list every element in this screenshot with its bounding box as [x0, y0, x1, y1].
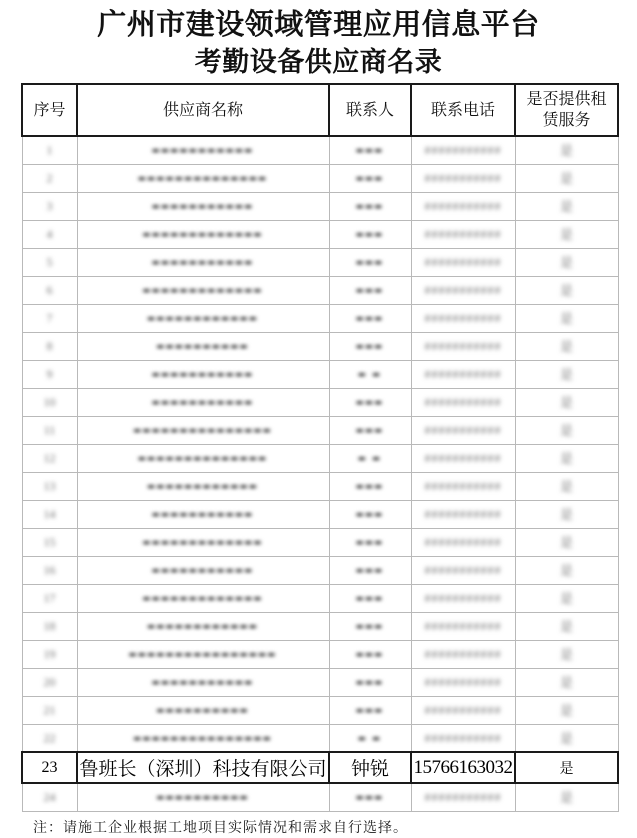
cell-serial: 13: [22, 472, 77, 500]
table-row: [22, 332, 618, 360]
cell-serial: 18: [22, 612, 77, 640]
cell-rental: 是: [515, 752, 618, 783]
table-row: [22, 136, 618, 164]
cell-phone: ###########: [411, 220, 515, 248]
table-row: [22, 416, 618, 444]
table-row: [22, 612, 618, 640]
header-supplier-name: 供应商名称: [77, 84, 329, 136]
cell-contact: ■■■: [329, 136, 411, 164]
cell-serial: 15: [22, 528, 77, 556]
cell-contact: ■■■: [329, 640, 411, 668]
cell-rental: 是: [515, 472, 618, 500]
cell-supplier: ■■■■■■■■■■■■■: [77, 528, 329, 556]
table-row: [22, 528, 618, 556]
cell-contact: ■■■: [329, 388, 411, 416]
cell-phone: ###########: [411, 192, 515, 220]
cell-supplier: ■■■■■■■■■■■: [77, 668, 329, 696]
cell-supplier: ■■■■■■■■■■■■■■■■: [77, 640, 329, 668]
cell-phone: ###########: [411, 472, 515, 500]
cell-phone: ###########: [411, 304, 515, 332]
cell-contact: ■■■: [329, 276, 411, 304]
cell-serial: 14: [22, 500, 77, 528]
cell-phone: ###########: [411, 136, 515, 164]
cell-phone: ###########: [411, 248, 515, 276]
table-row: [22, 192, 618, 220]
cell-supplier: ■■■■■■■■■■■■■: [77, 276, 329, 304]
cell-phone: ###########: [411, 528, 515, 556]
cell-phone: ###########: [411, 783, 515, 811]
cell-rental: 是: [515, 248, 618, 276]
table-row: [22, 360, 618, 388]
cell-supplier: ■■■■■■■■■■■■■: [77, 220, 329, 248]
cell-phone: ###########: [411, 640, 515, 668]
cell-phone: ###########: [411, 444, 515, 472]
header-contact: 联系人: [329, 84, 411, 136]
cell-supplier: ■■■■■■■■■■■■■■■: [77, 416, 329, 444]
cell-supplier: ■■■■■■■■■■■■■■■: [77, 724, 329, 752]
cell-serial: 8: [22, 332, 77, 360]
table-row: [22, 304, 618, 332]
cell-rental: 是: [515, 136, 618, 164]
table-row: [22, 388, 618, 416]
header-rental-service: 是否提供租赁服务: [515, 84, 618, 136]
cell-supplier: ■■■■■■■■■■■: [77, 556, 329, 584]
cell-rental: 是: [515, 388, 618, 416]
cell-rental: 是: [515, 164, 618, 192]
table-header: [22, 84, 618, 136]
cell-supplier: ■■■■■■■■■■■: [77, 360, 329, 388]
cell-contact: ■■■: [329, 304, 411, 332]
cell-rental: 是: [515, 584, 618, 612]
cell-contact: ■■■: [329, 192, 411, 220]
table-row: [22, 724, 618, 752]
table-row: [22, 220, 618, 248]
cell-serial: 12: [22, 444, 77, 472]
table-row: [22, 668, 618, 696]
cell-phone: ###########: [411, 388, 515, 416]
cell-contact: ■■■: [329, 248, 411, 276]
cell-supplier: ■■■■■■■■■■■■: [77, 304, 329, 332]
cell-phone: ###########: [411, 332, 515, 360]
cell-serial: 11: [22, 416, 77, 444]
cell-contact: ■■■: [329, 612, 411, 640]
cell-supplier: ■■■■■■■■■■■■■: [77, 584, 329, 612]
table-body: [22, 136, 618, 811]
cell-contact: ■■■: [329, 220, 411, 248]
header-serial: 序号: [22, 84, 77, 136]
cell-serial: 10: [22, 388, 77, 416]
cell-contact: ■ ■: [329, 444, 411, 472]
cell-contact: ■■■: [329, 332, 411, 360]
cell-contact: ■■■: [329, 164, 411, 192]
cell-supplier: ■■■■■■■■■■■: [77, 500, 329, 528]
cell-rental: 是: [515, 696, 618, 724]
cell-contact: ■ ■: [329, 724, 411, 752]
cell-rental: 是: [515, 500, 618, 528]
cell-supplier: ■■■■■■■■■■: [77, 332, 329, 360]
cell-phone: ###########: [411, 500, 515, 528]
cell-contact: ■■■: [329, 783, 411, 811]
page-title-line2: 考勤设备供应商名录: [194, 47, 443, 77]
cell-contact: ■■■: [329, 556, 411, 584]
page-title-line1: 广州市建设领域管理应用信息平台: [97, 9, 540, 41]
cell-phone: ###########: [411, 360, 515, 388]
cell-serial: 7: [22, 304, 77, 332]
table-row: [22, 640, 618, 668]
cell-rental: 是: [515, 444, 618, 472]
cell-contact: 钟锐: [329, 752, 411, 783]
cell-phone: ###########: [411, 416, 515, 444]
cell-contact: ■■■: [329, 528, 411, 556]
cell-serial: 9: [22, 360, 77, 388]
cell-rental: 是: [515, 556, 618, 584]
table-row: [22, 584, 618, 612]
cell-supplier: ■■■■■■■■■■: [77, 696, 329, 724]
cell-serial: 3: [22, 192, 77, 220]
cell-supplier: ■■■■■■■■■■■■■■: [77, 164, 329, 192]
cell-phone: ###########: [411, 584, 515, 612]
table-row: [22, 276, 618, 304]
cell-supplier: ■■■■■■■■■■■: [77, 192, 329, 220]
cell-phone: ###########: [411, 612, 515, 640]
header-phone: 联系电话: [411, 84, 515, 136]
cell-serial: 6: [22, 276, 77, 304]
table-row: [22, 500, 618, 528]
cell-phone: ###########: [411, 276, 515, 304]
table-row: [22, 444, 618, 472]
cell-supplier: ■■■■■■■■■■■: [77, 388, 329, 416]
cell-supplier: 鲁班长（深圳）科技有限公司: [77, 752, 329, 783]
cell-supplier: ■■■■■■■■■■■: [77, 248, 329, 276]
cell-serial: 16: [22, 556, 77, 584]
cell-serial: 23: [22, 752, 77, 783]
table-row: [22, 783, 618, 811]
table-row: [22, 752, 618, 783]
cell-contact: ■■■: [329, 584, 411, 612]
cell-rental: 是: [515, 332, 618, 360]
cell-supplier: ■■■■■■■■■■■: [77, 136, 329, 164]
cell-contact: ■ ■: [329, 360, 411, 388]
cell-serial: 24: [22, 783, 77, 811]
cell-rental: 是: [515, 360, 618, 388]
cell-rental: 是: [515, 528, 618, 556]
cell-contact: ■■■: [329, 696, 411, 724]
cell-serial: 2: [22, 164, 77, 192]
cell-phone: 15766163032: [411, 752, 515, 783]
cell-contact: ■■■: [329, 500, 411, 528]
cell-rental: 是: [515, 276, 618, 304]
cell-serial: 20: [22, 668, 77, 696]
table-row: [22, 472, 618, 500]
table-row: [22, 164, 618, 192]
cell-rental: 是: [515, 612, 618, 640]
cell-rental: 是: [515, 304, 618, 332]
cell-serial: 17: [22, 584, 77, 612]
cell-supplier: ■■■■■■■■■■■■: [77, 472, 329, 500]
cell-serial: 4: [22, 220, 77, 248]
cell-phone: ###########: [411, 556, 515, 584]
supplier-table: [21, 83, 619, 812]
cell-contact: ■■■: [329, 668, 411, 696]
cell-serial: 21: [22, 696, 77, 724]
cell-phone: ###########: [411, 668, 515, 696]
cell-serial: 22: [22, 724, 77, 752]
cell-rental: 是: [515, 668, 618, 696]
cell-phone: ###########: [411, 164, 515, 192]
cell-supplier: ■■■■■■■■■■■■: [77, 612, 329, 640]
cell-phone: ###########: [411, 696, 515, 724]
cell-supplier: ■■■■■■■■■■■■■■: [77, 444, 329, 472]
cell-rental: 是: [515, 192, 618, 220]
cell-rental: 是: [515, 640, 618, 668]
cell-supplier: ■■■■■■■■■■: [77, 783, 329, 811]
cell-contact: ■■■: [329, 416, 411, 444]
header-row: [22, 84, 618, 136]
cell-rental: 是: [515, 220, 618, 248]
cell-serial: 1: [22, 136, 77, 164]
cell-rental: 是: [515, 783, 618, 811]
table-row: [22, 696, 618, 724]
cell-phone: ###########: [411, 724, 515, 752]
cell-rental: 是: [515, 724, 618, 752]
footer-note: 注：请施工企业根据工地项目实际情况和需求自行选择。: [33, 820, 408, 836]
cell-serial: 5: [22, 248, 77, 276]
title-block: [0, 0, 637, 80]
cell-rental: 是: [515, 416, 618, 444]
table-row: [22, 556, 618, 584]
cell-contact: ■■■: [329, 472, 411, 500]
cell-serial: 19: [22, 640, 77, 668]
table-row: [22, 248, 618, 276]
